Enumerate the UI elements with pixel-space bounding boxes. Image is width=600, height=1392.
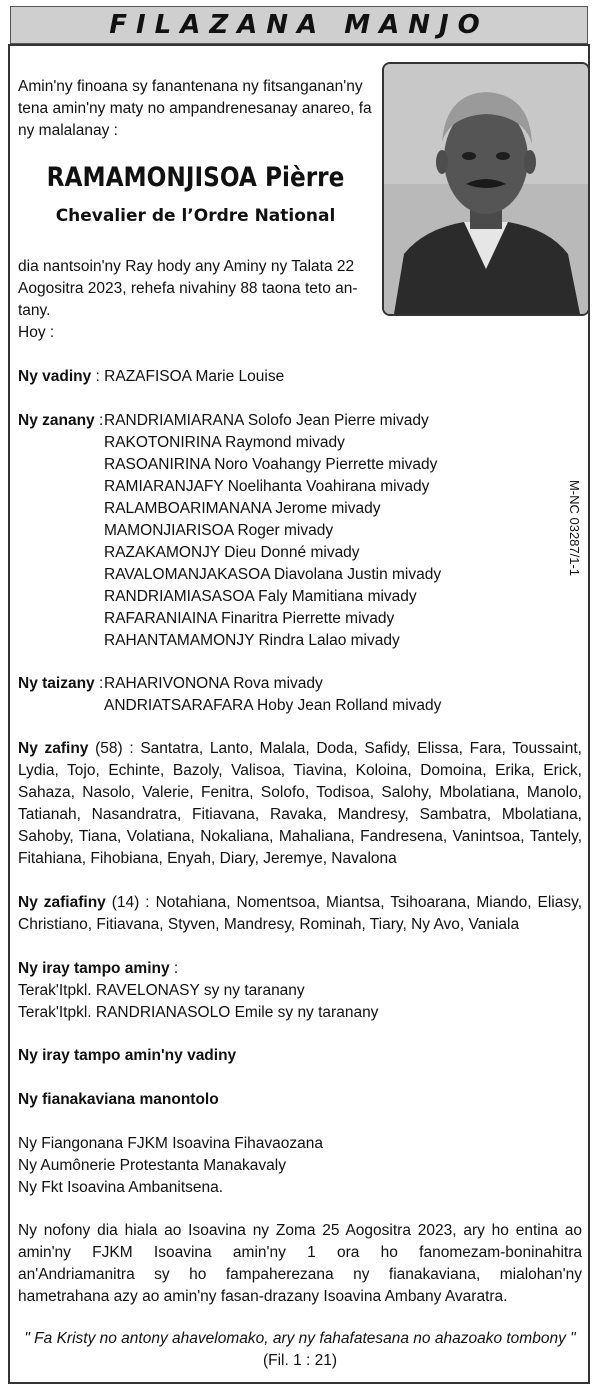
list-item: RAVALOMANJAKASOA Diavolana Justin mivady xyxy=(104,566,442,583)
list-item: RAFARANIAINA Finaritra Pierrette mivady xyxy=(104,610,395,627)
list-item: RAHANTAMAMONJY Rindra Lalao mivady xyxy=(104,632,400,649)
grandchildren-names: Santatra, Lanto, Malala, Doda, Safidy, Elissa, Fara, Toussaint, Lydia, Tojo, Echinte, Bazoly, Valisoa, Tiavina, Koloina, Domoina, Erika, Erick, Sahaza, Nasolo, Valerie, Fenitra, Solofo, Todisoa, Salohy, Mbolatiana, Manolo, Tatianah, Nasandratra, Fitiavana, Ravaka, Mandresy, Sambatra, Mbolatiana, Sahoby, Tiana, Volatiana, Nokaliana, Mahaliana, Fandresena, Vanintsoa, Tantely, Fitahiana, Fihobiana, Enyah, Diary, Jeremye, Navalona xyxy=(18,740,582,867)
great-grandchildren-paragraph xyxy=(18,892,582,936)
header-title: FILAZANA MANJO xyxy=(109,10,489,40)
list-item: RANDRIAMIARANA Solofo Jean Pierre mivady xyxy=(104,412,429,429)
great-grandchildren-label: Ny zafiafiny xyxy=(18,894,106,911)
list-item: RALAMBOARIMANANA Jerome mivady xyxy=(104,500,381,517)
spouse-line xyxy=(18,366,284,388)
list-item: Ny Fkt Isoavina Ambanitsena. xyxy=(18,1179,224,1196)
grandchildren-count: (58) : xyxy=(88,740,141,757)
children-heading xyxy=(18,410,103,432)
list-item: Ny Fiangonana FJKM Isoavina Fihavaozana xyxy=(18,1135,323,1152)
list-item: RAKOTONIRINA Raymond mivady xyxy=(104,434,345,451)
churches-list xyxy=(18,1133,323,1199)
deceased-title: Chevalier de l’Ordre National xyxy=(55,206,336,226)
list-item: ANDRIATSARAFARA Hoby Jean Rolland mivady xyxy=(104,697,442,714)
children-label: Ny zanany xyxy=(18,412,95,429)
list-item: MAMONJIARISOA Roger mivady xyxy=(104,522,334,539)
siblings-label: Ny taizany xyxy=(18,675,95,692)
list-item: Ny Aumônerie Protestanta Manakavaly xyxy=(18,1157,286,1174)
portrait-photo-icon xyxy=(384,64,588,314)
intro-text: Amin'ny finoana sy fanantenana ny fitsanganan'ny tena amin'ny maty no ampandrenesanay anareo, fa ny malalanay : xyxy=(18,78,372,139)
relatives-sep: : xyxy=(169,960,179,977)
list-item: RAMIARANJAFY Noelihanta Voahirana mivady xyxy=(104,478,430,495)
relatives-heading xyxy=(18,958,178,980)
relatives-list xyxy=(18,980,378,1024)
grandchildren-paragraph xyxy=(18,738,582,870)
great-grandchildren-names: Notahiana, Nomentsoa, Miantsa, Tsihoarana, Miando, Eliasy, Christiano, Fitiavana, Styven, Mandresy, Rominah, Tiary, Ny Avo, Vaniala xyxy=(18,894,582,933)
portrait-photo xyxy=(382,62,590,316)
children-sep: : xyxy=(94,412,104,429)
siblings-heading xyxy=(18,673,103,695)
spouse-name: RAZAFISOA Marie Louise xyxy=(104,368,285,385)
deceased-name: RAMAMONJISOA Pièrre xyxy=(46,162,345,193)
funeral-paragraph: Ny nofony dia hiala ao Isoavina ny Zoma 25 Aogositra 2023, ary ho entina ao amin'ny FJKM Isoavina amin'ny 1 ora ho fanomezam-boninahitra an'Andriamanitra sy ho fampaherezana ny fianakaviana, mialohan'ny hametrahana azy ao amin'ny fasan-drazany Isoavina Ambany Avaratra. xyxy=(18,1222,582,1305)
bible-verse: (Fil. 1 : 21) xyxy=(262,1352,338,1369)
spouse-sep: : xyxy=(91,368,105,385)
great-grandchildren-count: (14) : xyxy=(105,894,156,911)
list-item: Terak'Itpkl. RAVELONASY sy ny taranany xyxy=(18,982,305,999)
list-item: RANDRIAMIASASOA Faly Mamitiana mivady xyxy=(104,588,417,605)
siblings-list xyxy=(104,673,441,717)
list-item: Terak'Itpkl. RANDRIANASOLO Emile sy ny taranany xyxy=(18,1004,379,1021)
list-item: RAHARIVONONA Rova mivady xyxy=(104,675,323,692)
children-list xyxy=(104,410,441,652)
list-item: RASOANIRINA Noro Voahangy Pierrette mivady xyxy=(104,456,438,473)
page-header xyxy=(10,6,588,44)
relatives-label: Ny iray tampo aminy xyxy=(18,960,170,977)
siblings-sep: : xyxy=(94,675,104,692)
bible-quote: " Fa Kristy no antony ahavelomako, ary ny fahafatesana no ahazoako tombony " xyxy=(24,1330,576,1347)
hoy-label: Hoy : xyxy=(18,324,55,341)
family-heading: Ny fianakaviana manontolo xyxy=(18,1091,219,1108)
grandchildren-label: Ny zafiny xyxy=(18,740,89,757)
death-notice: dia nantsoin'ny Ray hody any Aminy ny Talata 22 Aogositra 2023, rehefa nivahiny 88 taona teto an-tany. xyxy=(18,258,358,319)
spouse-label: Ny vadiny xyxy=(18,368,92,385)
reference-code: M-NC 03287/1-1 xyxy=(567,479,582,577)
list-item: RAZAKAMONJY Dieu Donné mivady xyxy=(104,544,360,561)
spouse-relatives-heading: Ny iray tampo amin'ny vadiny xyxy=(18,1047,237,1064)
